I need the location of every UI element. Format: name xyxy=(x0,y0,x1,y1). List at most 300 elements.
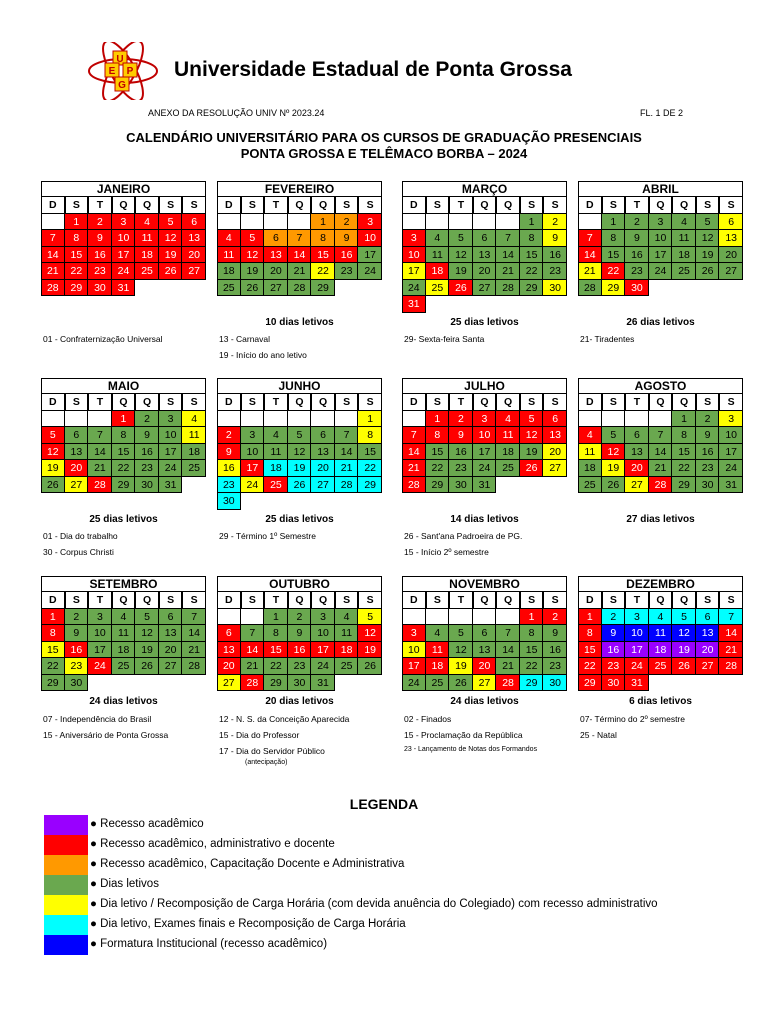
day-cell: 11 xyxy=(578,444,602,461)
school-days-count: 20 dias letivos xyxy=(265,696,334,707)
day-cell: 17 xyxy=(112,247,136,264)
day-cell: 26 xyxy=(696,263,720,280)
day-blank xyxy=(217,214,241,231)
day-cell: 14 xyxy=(241,642,265,659)
day-cell: 28 xyxy=(649,477,673,494)
day-cell: 9 xyxy=(135,427,159,444)
school-days-count: 25 dias letivos xyxy=(89,514,158,525)
holiday-note: 13 - Carnaval xyxy=(219,334,271,344)
day-cell: 26 xyxy=(520,460,544,477)
holiday-note: 25 - Natal xyxy=(580,730,617,740)
weekday-header: S xyxy=(159,394,183,411)
holiday-note: 07- Término do 2º semestre xyxy=(580,714,685,724)
day-blank xyxy=(449,609,473,626)
day-cell: 17 xyxy=(719,444,743,461)
day-cell: 13 xyxy=(311,444,335,461)
weekday-header: Q xyxy=(496,592,520,609)
day-cell: 2 xyxy=(65,609,89,626)
day-cell: 31 xyxy=(719,477,743,494)
day-cell: 8 xyxy=(426,427,450,444)
day-cell: 18 xyxy=(649,642,673,659)
school-days-count: 10 dias letivos xyxy=(265,317,334,328)
month-name: AGOSTO xyxy=(578,378,743,394)
day-cell: 31 xyxy=(402,296,426,313)
day-cell: 23 xyxy=(65,658,89,675)
day-cell: 2 xyxy=(543,214,567,231)
holiday-note: 07 - Independência do Brasil xyxy=(43,714,152,724)
day-cell: 7 xyxy=(496,230,520,247)
day-cell: 24 xyxy=(358,263,382,280)
day-cell: 31 xyxy=(625,675,649,692)
day-cell: 13 xyxy=(264,247,288,264)
day-cell: 27 xyxy=(65,477,89,494)
weekday-header: Q xyxy=(649,197,673,214)
day-cell: 7 xyxy=(335,427,359,444)
day-cell: 18 xyxy=(496,444,520,461)
day-cell: 19 xyxy=(602,460,626,477)
weekday-header: S xyxy=(602,394,626,411)
day-cell: 9 xyxy=(696,427,720,444)
day-cell: 5 xyxy=(520,411,544,428)
sheet-number: FL. 1 DE 2 xyxy=(640,108,684,118)
day-cell: 7 xyxy=(719,609,743,626)
day-cell: 20 xyxy=(543,444,567,461)
day-cell: 8 xyxy=(578,625,602,642)
holiday-note: 17 - Dia do Servidor Público xyxy=(219,746,325,756)
day-cell: 21 xyxy=(241,658,265,675)
day-cell: 31 xyxy=(311,675,335,692)
day-cell: 8 xyxy=(520,625,544,642)
month-7 xyxy=(402,378,567,493)
day-cell: 18 xyxy=(426,658,450,675)
day-cell: 23 xyxy=(625,263,649,280)
day-cell: 28 xyxy=(88,477,112,494)
weekday-header: T xyxy=(88,394,112,411)
day-cell: 22 xyxy=(672,460,696,477)
day-cell: 7 xyxy=(41,230,65,247)
holiday-note: 15 - Dia do Professor xyxy=(219,730,300,740)
day-cell: 2 xyxy=(602,609,626,626)
month-grid xyxy=(578,394,743,493)
day-cell: 13 xyxy=(696,625,720,642)
day-cell: 18 xyxy=(112,642,136,659)
day-blank xyxy=(602,411,626,428)
school-days-count: 27 dias letivos xyxy=(626,514,695,525)
day-cell: 3 xyxy=(241,427,265,444)
day-blank xyxy=(578,411,602,428)
day-cell: 9 xyxy=(449,427,473,444)
day-cell: 8 xyxy=(41,625,65,642)
day-cell: 15 xyxy=(520,247,544,264)
day-cell: 9 xyxy=(288,625,312,642)
day-cell: 24 xyxy=(241,477,265,494)
day-cell: 5 xyxy=(135,609,159,626)
day-cell: 18 xyxy=(672,247,696,264)
day-cell: 28 xyxy=(182,658,206,675)
weekday-header: Q xyxy=(135,394,159,411)
month-2 xyxy=(217,181,382,296)
day-cell: 16 xyxy=(602,642,626,659)
day-cell: 22 xyxy=(578,658,602,675)
weekday-header: T xyxy=(625,394,649,411)
day-cell: 23 xyxy=(288,658,312,675)
day-cell: 11 xyxy=(426,247,450,264)
day-cell: 7 xyxy=(578,230,602,247)
day-cell: 6 xyxy=(264,230,288,247)
day-cell: 8 xyxy=(264,625,288,642)
day-cell: 4 xyxy=(182,411,206,428)
day-cell: 24 xyxy=(625,658,649,675)
legend-swatch xyxy=(44,915,88,935)
day-cell: 3 xyxy=(719,411,743,428)
weekday-header: S xyxy=(696,592,720,609)
holiday-note: 30 - Corpus Christi xyxy=(43,547,114,557)
day-cell: 11 xyxy=(264,444,288,461)
day-empty xyxy=(696,675,720,692)
day-cell: 3 xyxy=(311,609,335,626)
month-name: JUNHO xyxy=(217,378,382,394)
weekday-header: Q xyxy=(288,197,312,214)
day-cell: 30 xyxy=(135,477,159,494)
month-grid xyxy=(41,197,206,296)
day-cell: 21 xyxy=(88,460,112,477)
day-cell: 20 xyxy=(217,658,241,675)
weekday-header: D xyxy=(402,197,426,214)
weekday-header: S xyxy=(696,197,720,214)
day-cell: 14 xyxy=(41,247,65,264)
day-cell: 18 xyxy=(426,263,450,280)
day-cell: 24 xyxy=(311,658,335,675)
legend-swatch xyxy=(44,895,88,915)
day-cell: 19 xyxy=(672,642,696,659)
day-blank xyxy=(217,411,241,428)
day-cell: 6 xyxy=(65,427,89,444)
weekday-header: S xyxy=(335,592,359,609)
day-cell: 16 xyxy=(288,642,312,659)
day-cell: 18 xyxy=(217,263,241,280)
day-cell: 12 xyxy=(159,230,183,247)
day-blank xyxy=(41,411,65,428)
day-cell: 22 xyxy=(311,263,335,280)
day-blank xyxy=(426,214,450,231)
day-cell: 14 xyxy=(649,444,673,461)
day-blank xyxy=(625,411,649,428)
day-cell: 22 xyxy=(358,460,382,477)
day-cell: 25 xyxy=(496,460,520,477)
day-empty xyxy=(672,280,696,297)
day-cell: 26 xyxy=(358,658,382,675)
day-cell: 10 xyxy=(112,230,136,247)
day-cell: 17 xyxy=(473,444,497,461)
day-empty xyxy=(358,280,382,297)
day-cell: 13 xyxy=(159,625,183,642)
holiday-note: 15 - Proclamação da República xyxy=(404,730,523,740)
day-cell: 20 xyxy=(696,642,720,659)
day-cell: 2 xyxy=(135,411,159,428)
school-days-count: 14 dias letivos xyxy=(450,514,519,525)
day-cell: 29 xyxy=(311,280,335,297)
day-cell: 6 xyxy=(159,609,183,626)
weekday-header: Q xyxy=(112,197,136,214)
holiday-note-detail: (antecipação) xyxy=(245,759,288,766)
day-cell: 5 xyxy=(672,609,696,626)
day-cell: 11 xyxy=(672,230,696,247)
legend-item xyxy=(44,815,744,835)
day-cell: 26 xyxy=(41,477,65,494)
day-cell: 17 xyxy=(311,642,335,659)
day-empty xyxy=(449,296,473,313)
month-grid xyxy=(41,394,206,493)
day-cell: 1 xyxy=(65,214,89,231)
day-cell: 16 xyxy=(696,444,720,461)
day-empty xyxy=(520,477,544,494)
month-4 xyxy=(578,181,743,296)
day-cell: 29 xyxy=(520,675,544,692)
day-cell: 28 xyxy=(496,280,520,297)
month-3 xyxy=(402,181,567,313)
month-name: SETEMBRO xyxy=(41,576,206,592)
day-cell: 24 xyxy=(402,280,426,297)
day-cell: 15 xyxy=(578,642,602,659)
day-cell: 15 xyxy=(602,247,626,264)
day-cell: 9 xyxy=(543,230,567,247)
day-cell: 7 xyxy=(88,427,112,444)
school-days-count: 24 dias letivos xyxy=(89,696,158,707)
month-name: MAIO xyxy=(41,378,206,394)
day-cell: 18 xyxy=(135,247,159,264)
day-cell: 29 xyxy=(578,675,602,692)
day-cell: 3 xyxy=(358,214,382,231)
day-cell: 10 xyxy=(719,427,743,444)
day-cell: 5 xyxy=(602,427,626,444)
day-cell: 4 xyxy=(335,609,359,626)
day-blank xyxy=(578,214,602,231)
day-cell: 23 xyxy=(217,477,241,494)
month-name: FEVEREIRO xyxy=(217,181,382,197)
day-cell: 18 xyxy=(578,460,602,477)
day-cell: 14 xyxy=(496,642,520,659)
day-blank xyxy=(335,411,359,428)
month-grid xyxy=(402,394,567,493)
day-cell: 20 xyxy=(473,658,497,675)
day-cell: 21 xyxy=(182,642,206,659)
weekday-header: S xyxy=(65,394,89,411)
day-cell: 28 xyxy=(241,675,265,692)
legend-item xyxy=(44,915,744,935)
weekday-header: S xyxy=(520,394,544,411)
weekday-header: D xyxy=(217,394,241,411)
weekday-header: S xyxy=(159,197,183,214)
weekday-header: S xyxy=(543,197,567,214)
logo-letter: U xyxy=(116,54,124,65)
day-cell: 12 xyxy=(358,625,382,642)
logo-letter: P xyxy=(126,66,134,77)
day-cell: 13 xyxy=(473,642,497,659)
day-cell: 31 xyxy=(112,280,136,297)
day-cell: 7 xyxy=(402,427,426,444)
weekday-header: Q xyxy=(135,592,159,609)
day-cell: 20 xyxy=(159,642,183,659)
day-cell: 20 xyxy=(182,247,206,264)
day-cell: 8 xyxy=(65,230,89,247)
day-cell: 13 xyxy=(719,230,743,247)
day-cell: 7 xyxy=(288,230,312,247)
day-cell: 26 xyxy=(135,658,159,675)
weekday-header: D xyxy=(578,592,602,609)
day-cell: 9 xyxy=(602,625,626,642)
holiday-note: 23 - Lançamento de Notas dos Formandos xyxy=(404,746,538,753)
legend-swatch xyxy=(44,875,88,895)
weekday-header: S xyxy=(520,592,544,609)
holiday-note: 01 - Dia do trabalho xyxy=(43,531,118,541)
month-grid xyxy=(217,394,382,510)
weekday-header: Q xyxy=(672,394,696,411)
day-empty xyxy=(335,493,359,510)
holiday-note: 12 - N. S. da Conceição Aparecida xyxy=(219,714,350,724)
month-1 xyxy=(41,181,206,296)
university-name: Universidade Estadual de Ponta Grossa xyxy=(174,58,572,81)
day-empty xyxy=(311,493,335,510)
day-cell: 27 xyxy=(473,280,497,297)
day-cell: 10 xyxy=(402,247,426,264)
day-cell: 22 xyxy=(264,658,288,675)
day-cell: 11 xyxy=(217,247,241,264)
weekday-header: D xyxy=(578,197,602,214)
day-cell: 8 xyxy=(311,230,335,247)
day-cell: 4 xyxy=(426,230,450,247)
annex-reference: ANEXO DA RESOLUÇÃO UNIV Nº 2023.24 xyxy=(148,108,325,118)
day-cell: 30 xyxy=(65,675,89,692)
day-cell: 16 xyxy=(88,247,112,264)
day-cell: 7 xyxy=(649,427,673,444)
day-empty xyxy=(672,675,696,692)
day-cell: 22 xyxy=(41,658,65,675)
day-cell: 28 xyxy=(578,280,602,297)
holiday-note: 19 - Início do ano letivo xyxy=(219,350,307,360)
day-cell: 25 xyxy=(578,477,602,494)
weekday-header: T xyxy=(625,592,649,609)
weekday-header: Q xyxy=(112,394,136,411)
day-cell: 21 xyxy=(41,263,65,280)
day-cell: 26 xyxy=(288,477,312,494)
day-cell: 30 xyxy=(88,280,112,297)
day-cell: 27 xyxy=(719,263,743,280)
day-blank xyxy=(496,609,520,626)
day-cell: 4 xyxy=(135,214,159,231)
day-cell: 11 xyxy=(649,625,673,642)
logo-letter: E xyxy=(108,66,116,77)
day-cell: 22 xyxy=(426,460,450,477)
day-cell: 13 xyxy=(473,247,497,264)
legend-title: LEGENDA xyxy=(349,796,419,812)
day-cell: 23 xyxy=(449,460,473,477)
day-cell: 2 xyxy=(696,411,720,428)
weekday-header: S xyxy=(335,197,359,214)
day-cell: 21 xyxy=(578,263,602,280)
day-blank xyxy=(241,609,265,626)
day-cell: 2 xyxy=(217,427,241,444)
weekday-header: D xyxy=(578,394,602,411)
calendar-subtitle: PONTA GROSSA E TELÊMACO BORBA – 2024 xyxy=(240,146,528,161)
day-empty xyxy=(543,477,567,494)
day-cell: 20 xyxy=(311,460,335,477)
day-empty xyxy=(264,493,288,510)
day-cell: 9 xyxy=(65,625,89,642)
day-cell: 23 xyxy=(602,658,626,675)
legend-item xyxy=(44,835,744,855)
weekday-header: S xyxy=(358,394,382,411)
day-cell: 30 xyxy=(602,675,626,692)
day-cell: 28 xyxy=(402,477,426,494)
school-days-count: 25 dias letivos xyxy=(265,514,334,525)
day-cell: 19 xyxy=(520,444,544,461)
day-cell: 21 xyxy=(649,460,673,477)
weekday-header: S xyxy=(696,394,720,411)
day-blank xyxy=(217,609,241,626)
month-name: DEZEMBRO xyxy=(578,576,743,592)
day-cell: 15 xyxy=(358,444,382,461)
weekday-header: S xyxy=(426,592,450,609)
weekday-header: Q xyxy=(496,197,520,214)
day-cell: 16 xyxy=(543,247,567,264)
day-blank xyxy=(449,214,473,231)
day-cell: 5 xyxy=(288,427,312,444)
day-cell: 9 xyxy=(335,230,359,247)
legend-label: ● Recesso acadêmico, administrativo e docente xyxy=(90,838,335,850)
month-name: ABRIL xyxy=(578,181,743,197)
day-cell: 9 xyxy=(217,444,241,461)
day-cell: 10 xyxy=(88,625,112,642)
weekday-header: T xyxy=(88,197,112,214)
day-cell: 25 xyxy=(426,280,450,297)
day-cell: 20 xyxy=(473,263,497,280)
month-name: NOVEMBRO xyxy=(402,576,567,592)
day-blank xyxy=(88,411,112,428)
weekday-header: S xyxy=(426,197,450,214)
day-cell: 3 xyxy=(159,411,183,428)
day-cell: 13 xyxy=(65,444,89,461)
day-cell: 2 xyxy=(449,411,473,428)
school-days-count: 25 dias letivos xyxy=(450,317,519,328)
day-cell: 22 xyxy=(602,263,626,280)
day-cell: 27 xyxy=(311,477,335,494)
day-cell: 17 xyxy=(402,263,426,280)
day-empty xyxy=(135,675,159,692)
day-empty xyxy=(182,477,206,494)
day-cell: 16 xyxy=(625,247,649,264)
weekday-header: S xyxy=(719,592,743,609)
day-empty xyxy=(473,296,497,313)
day-cell: 15 xyxy=(426,444,450,461)
weekday-header: S xyxy=(719,394,743,411)
day-cell: 29 xyxy=(264,675,288,692)
day-cell: 11 xyxy=(496,427,520,444)
day-cell: 27 xyxy=(543,460,567,477)
day-cell: 29 xyxy=(358,477,382,494)
day-cell: 6 xyxy=(696,609,720,626)
day-cell: 6 xyxy=(543,411,567,428)
university-logo xyxy=(86,42,160,100)
day-empty xyxy=(496,477,520,494)
day-cell: 6 xyxy=(473,230,497,247)
month-grid xyxy=(41,592,206,691)
day-cell: 27 xyxy=(264,280,288,297)
day-cell: 16 xyxy=(135,444,159,461)
day-cell: 18 xyxy=(335,642,359,659)
day-cell: 4 xyxy=(649,609,673,626)
day-blank xyxy=(264,411,288,428)
day-cell: 12 xyxy=(696,230,720,247)
